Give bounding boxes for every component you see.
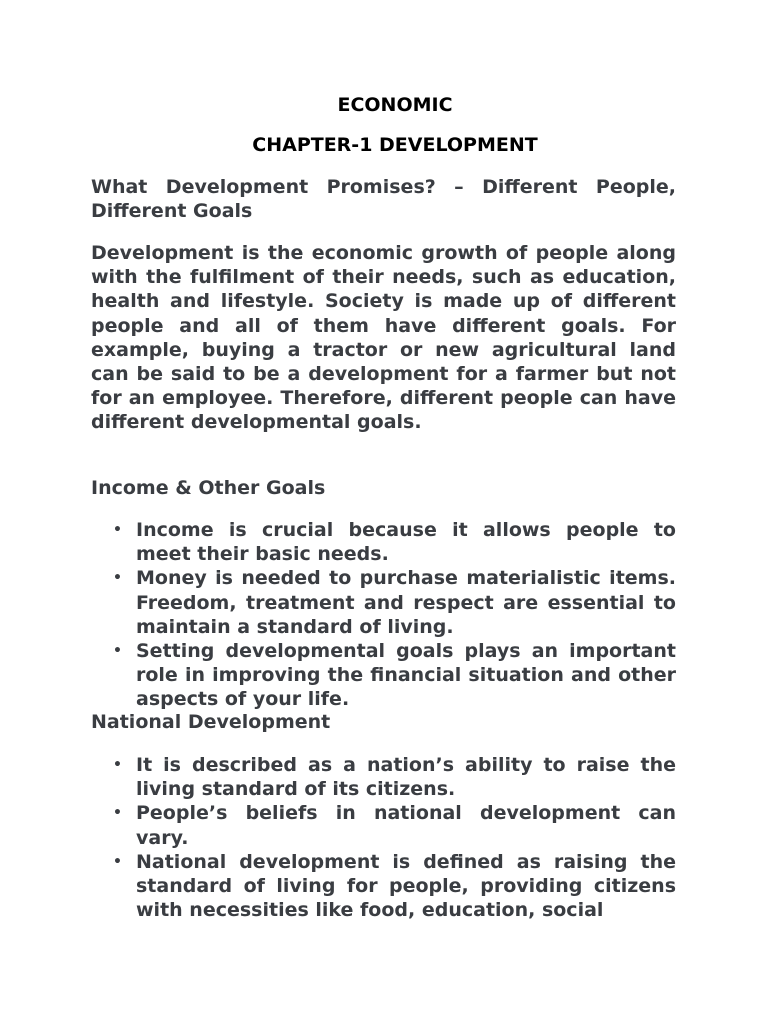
development-paragraph: Development is the economic growth of people along with the fulfilment of their needs, such as education, health and lifestyle. Society is made up of different people and all of them have different goals. For example, buying a tractor or new agricultural land can be said to be a development for a farmer but not for an employee. Therefore, different people can have different developmental goals.	[91, 242, 676, 434]
section-heading-national-development: National Development	[91, 711, 331, 733]
bullet-icon: •	[113, 570, 122, 587]
list-item	[91, 850, 676, 923]
list-item	[91, 639, 676, 712]
income-goals-list	[91, 518, 676, 712]
list-item-text: Money is needed to purchase materialistic items. Freedom, treatment and respect are essential to maintain a standard of living.	[136, 567, 676, 638]
list-item-text: It is described as a nation’s ability to raise the living standard of its citizens.	[136, 754, 676, 801]
list-item	[91, 566, 676, 639]
list-item	[91, 518, 676, 566]
list-item	[91, 801, 676, 849]
bullet-icon: •	[113, 522, 122, 538]
section-heading-income-goals: Income & Other Goals	[91, 477, 326, 499]
document-title: ECONOMIC	[337, 94, 453, 116]
list-item-text: National development is defined as raising the standard of living for people, providing citizens with necessities like food, education, social	[136, 850, 676, 922]
list-item-text: Income is crucial because it allows people to meet their basic needs.	[136, 519, 676, 566]
bullet-icon: •	[113, 805, 122, 822]
national-development-list	[91, 753, 676, 922]
bullet-icon: •	[113, 643, 122, 660]
chapter-title: CHAPTER-1 DEVELOPMENT	[252, 134, 538, 156]
bullet-icon: •	[113, 757, 122, 773]
section-heading-development-promises: What Development Promises? – Different People, Different Goals	[91, 176, 676, 223]
list-item-text: Setting developmental goals plays an important role in improving the financial situation and other aspects of your life.	[136, 640, 676, 711]
list-item-text: People’s beliefs in national development can vary.	[136, 802, 676, 849]
list-item	[91, 753, 676, 801]
bullet-icon: •	[113, 853, 122, 870]
